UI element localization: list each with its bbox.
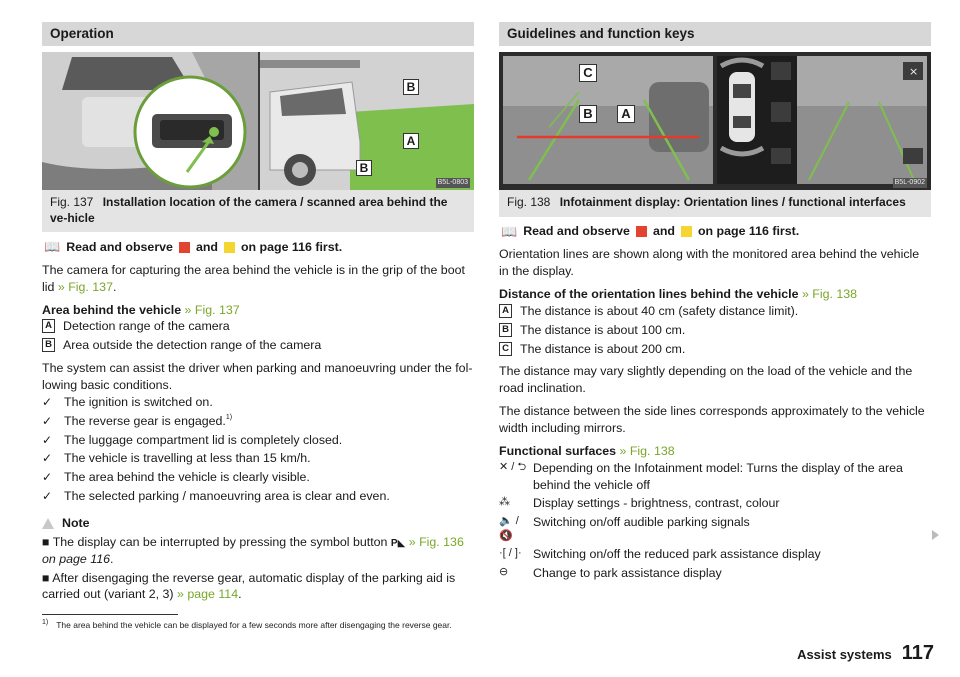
warning-yellow-icon xyxy=(224,242,235,253)
condition-item: ✓ The ignition is switched on. xyxy=(42,394,213,409)
paragraph-conditions-intro: The system can assist the driver when parking and manoeuvring under the fol-lowing basic conditions. xyxy=(42,361,473,393)
section-heading-guidelines: Guidelines and function keys xyxy=(499,22,931,46)
distance-heading: Distance of the orientation lines behind the vehicle » Fig. 138 xyxy=(499,286,858,301)
func-item-reduced-display: ·[ / ]· Switching on/off the reduced park assistance display xyxy=(499,547,821,562)
read-and: and xyxy=(652,224,675,238)
read-and: and xyxy=(195,239,218,254)
paragraph-orientation-lines: Orientation lines are shown along with the monitored area behind the vehicle in the display. xyxy=(499,247,920,279)
footnote-ref: 1) xyxy=(225,413,233,421)
speaker-icon: 🔈 / 🔇 xyxy=(499,515,519,543)
figure-code: B5L-0803 xyxy=(437,179,468,187)
page-number: 117 xyxy=(901,642,934,664)
svg-text:×: × xyxy=(909,65,919,78)
check-icon: ✓ xyxy=(42,432,53,447)
check-icon: ✓ xyxy=(42,470,53,485)
section-heading-operation: Operation xyxy=(42,22,474,46)
distance-item-b: B The distance is about 100 cm. xyxy=(499,322,931,339)
func-item-park-assist: ⊖ Change to park assistance display xyxy=(499,566,722,581)
note-heading: Note xyxy=(42,515,474,532)
paragraph-distance-varies: The distance may vary slightly depending on the load of the vehicle and the road inclination. xyxy=(499,364,913,396)
paragraph-camera-location: The camera for capturing the area behind the vehicle is in the grip of the boot lid » Fig. 137. xyxy=(42,262,465,294)
figure-138-infotainment-display xyxy=(499,52,931,190)
display-settings-icon: ⁂ xyxy=(499,496,510,509)
park-assist-icon: ⊖ xyxy=(499,566,509,579)
figure-code: B5L-0902 xyxy=(894,179,925,187)
note-bullet-1: ■ The display can be interrupted by pressing the symbol button P◣ » Fig. 136 on page 116. xyxy=(42,534,464,566)
warning-red-icon xyxy=(636,226,647,237)
left-column xyxy=(42,22,474,603)
figure-label-a: A xyxy=(617,105,635,123)
page-footer xyxy=(797,640,934,667)
conditions-list xyxy=(42,394,474,505)
link-fig-137-area[interactable]: » Fig. 137 xyxy=(184,302,240,317)
bullet-square-icon: ■ xyxy=(42,570,50,585)
book-icon: 📖 xyxy=(44,239,61,255)
func-item-turn-off: ✕ / ⮌ Depending on the Infotainment model: Turns the display of the area behind the vehicle off xyxy=(499,460,903,492)
reduced-display-icon: ·[ / ]· xyxy=(499,547,522,560)
link-fig-138-functional[interactable]: » Fig. 138 xyxy=(619,443,675,458)
footnote-divider xyxy=(42,614,178,615)
footnote: $^{1)}$ The area behind the vehicle can be displayed for a few seconds more after disengaging the reverse gear. xyxy=(42,619,452,630)
condition-item: ✓ The vehicle is travelling at less than 15 km/h. xyxy=(42,451,311,466)
condition-item: ✓ The selected parking / manoeuvring area is clear and even. xyxy=(42,489,390,504)
func-item-display-settings: ⁂ Display settings - brightness, contrast, colour xyxy=(499,496,780,511)
paragraph-side-lines: The distance between the side lines corresponds approximately to the vehicle width including mirrors. xyxy=(499,404,925,435)
link-fig-137[interactable]: » Fig. 137 xyxy=(57,279,113,294)
figure-number: Fig. 138 xyxy=(507,195,551,209)
distance-item-a: A The distance is about 40 cm (safety distance limit). xyxy=(499,303,931,320)
read-and-observe xyxy=(499,223,931,241)
area-heading: Area behind the vehicle » Fig. 137 xyxy=(42,302,240,317)
area-item-a: A Detection range of the camera xyxy=(42,318,474,335)
figure-label-a: A xyxy=(403,133,419,149)
warning-red-icon xyxy=(179,242,190,253)
read-pre: Read and observe xyxy=(523,224,630,238)
condition-item: ✓ The area behind the vehicle is clearly visible. xyxy=(42,470,310,485)
read-pre: Read and observe xyxy=(66,239,173,254)
check-icon: ✓ xyxy=(42,394,53,409)
condition-item: ✓ The reverse gear is engaged. $^{1)}$ xyxy=(42,413,233,428)
figure-number: Fig. 137 xyxy=(50,195,94,209)
close-back-icon: ✕ / ⮌ xyxy=(499,460,527,473)
functional-heading: Functional surfaces » Fig. 138 xyxy=(499,443,675,458)
link-fig-138[interactable]: » Fig. 138 xyxy=(801,286,858,301)
figure-label-b-top: B xyxy=(403,79,419,95)
distance-item-c: C The distance is about 200 cm. xyxy=(499,341,931,358)
figure-137-camera-location xyxy=(42,52,474,190)
figure-title: Installation location of the camera / scanned area behind the ve-hicle xyxy=(50,195,448,225)
continue-arrow-icon xyxy=(932,530,939,540)
figure-title: Infotainment display: Orientation lines / functional interfaces xyxy=(559,195,906,209)
right-column xyxy=(499,22,931,582)
figure-label-b: B xyxy=(579,105,597,123)
read-and-observe xyxy=(42,238,474,256)
parking-symbol-icon: P◣ xyxy=(390,537,406,549)
check-icon: ✓ xyxy=(42,489,53,504)
read-post: on page 116 first. xyxy=(697,224,800,238)
condition-item: ✓ The luggage compartment lid is completely closed. xyxy=(42,432,343,447)
check-icon: ✓ xyxy=(42,451,53,466)
note-triangle-icon xyxy=(42,518,54,529)
link-page-114[interactable]: » page 114 xyxy=(177,587,239,602)
note-bullet-2: ■ After disengaging the reverse gear, automatic display of the parking aid is carried out (variant 2, 3) » page 114. xyxy=(42,570,456,602)
area-item-b: B Area outside the detection range of the camera xyxy=(42,337,474,354)
link-fig-136[interactable]: » Fig. 136 xyxy=(408,534,464,549)
figure-caption-137 xyxy=(42,190,474,232)
camera-location-illustration xyxy=(42,52,474,190)
warning-yellow-icon xyxy=(681,226,692,237)
bullet-square-icon: ■ xyxy=(42,534,50,549)
footer-section: Assist systems xyxy=(797,647,892,662)
figure-caption-138 xyxy=(499,190,931,217)
func-item-audible-signals: 🔈 / 🔇 Switching on/off audible parking signals xyxy=(499,515,750,543)
check-icon: ✓ xyxy=(42,413,53,428)
figure-label-b-bottom: B xyxy=(356,160,372,176)
book-icon: 📖 xyxy=(501,223,518,239)
read-post: on page 116 first. xyxy=(240,239,343,254)
infotainment-display-illustration xyxy=(499,52,931,190)
figure-label-c: C xyxy=(579,64,597,82)
